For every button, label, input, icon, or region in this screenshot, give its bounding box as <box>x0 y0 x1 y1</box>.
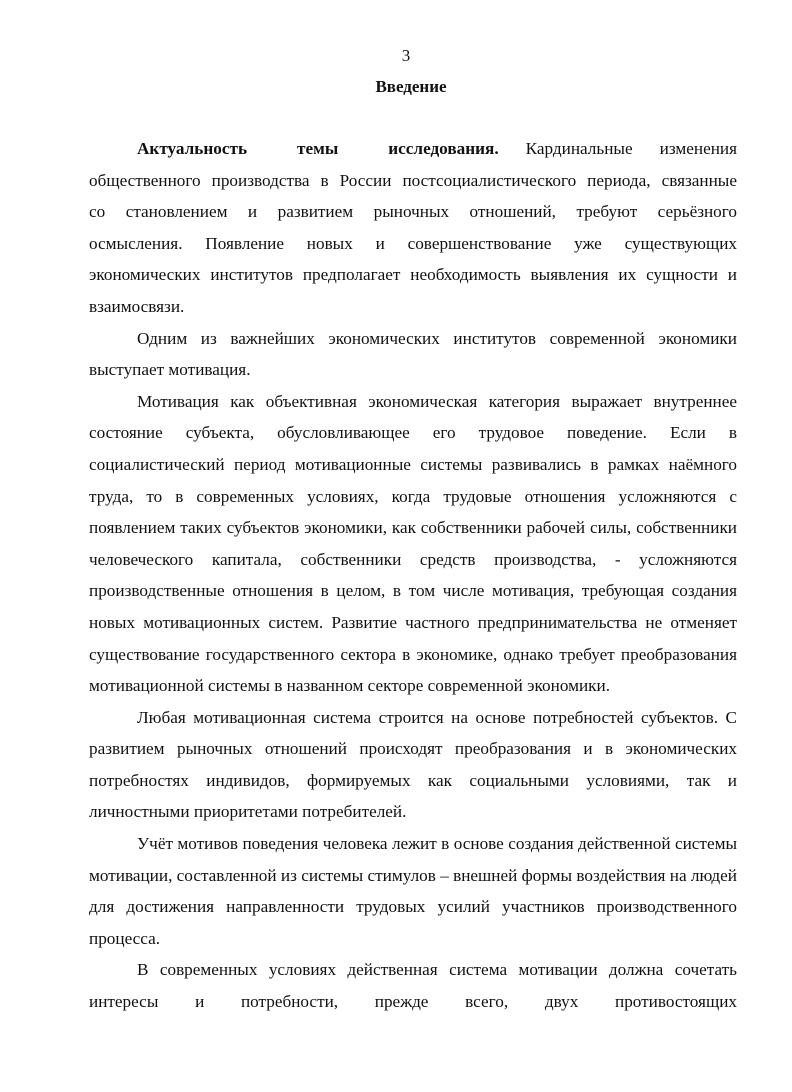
paragraph-text: Кардинальные изменения общественного производства в России постсоциалистического периода, связанные со становлением и развитием рыночных отношений, требуют серьёзного осмысления. Появление новых и совершенствование уже существующих экономических институтов предполагает необходимость выявления их сущности и взаимосвязи. <box>89 139 738 316</box>
page-number: 3 <box>401 46 411 65</box>
paragraph-line: В современных условиях действенная система мотивации должна <box>137 960 664 980</box>
document-body <box>89 133 737 1018</box>
paragraph-line: сочетать интересы и потребности, прежде всего, двух противостоящих <box>89 960 738 1012</box>
paragraph: Мотивация как объективная экономическая категория выражает внутреннее состояние субъекта, обусловливающее его трудовое поведение. Если в социалистический период мотивационные системы развивались в рамках наёмного труда, то в современных условиях, когда трудовые отношения усложняются с появлением таких субъектов экономики, как собственники рабочей силы, собственники человеческого капитала, собственники средств производства, - усложняются производственные отношения в целом, в том числе мотивация, требующая создания новых мотивационных систем. Развитие частного предпринимательства не отменяет существование государственного сектора в экономике, однако требует преобразования мотивационной системы в названном секторе современной экономики. <box>89 391 737 696</box>
paragraph-partial <box>89 954 737 1017</box>
paragraph: Любая мотивационная система строится на основе потребностей субъектов. С развитием рыночных отношений происходят преобразования и в экономических потребностях индивидов, формируемых как социальными условиями, так и личностными приоритетами потребителей. <box>89 707 737 822</box>
paragraph-relevance <box>89 133 737 323</box>
paragraph-lead-heading: Актуальность темы исследования. <box>137 139 499 158</box>
paragraph: Учёт мотивов поведения человека лежит в основе создания действенной системы мотивации, составленной из системы стимулов – внешней формы воздействия на людей для достижения направленности трудовых усилий участников производственного процесса. <box>89 834 737 948</box>
paragraph: Одним из важнейших экономических институтов современной экономики выступает мотивация. <box>89 328 737 380</box>
section-title: Введение <box>375 77 447 96</box>
